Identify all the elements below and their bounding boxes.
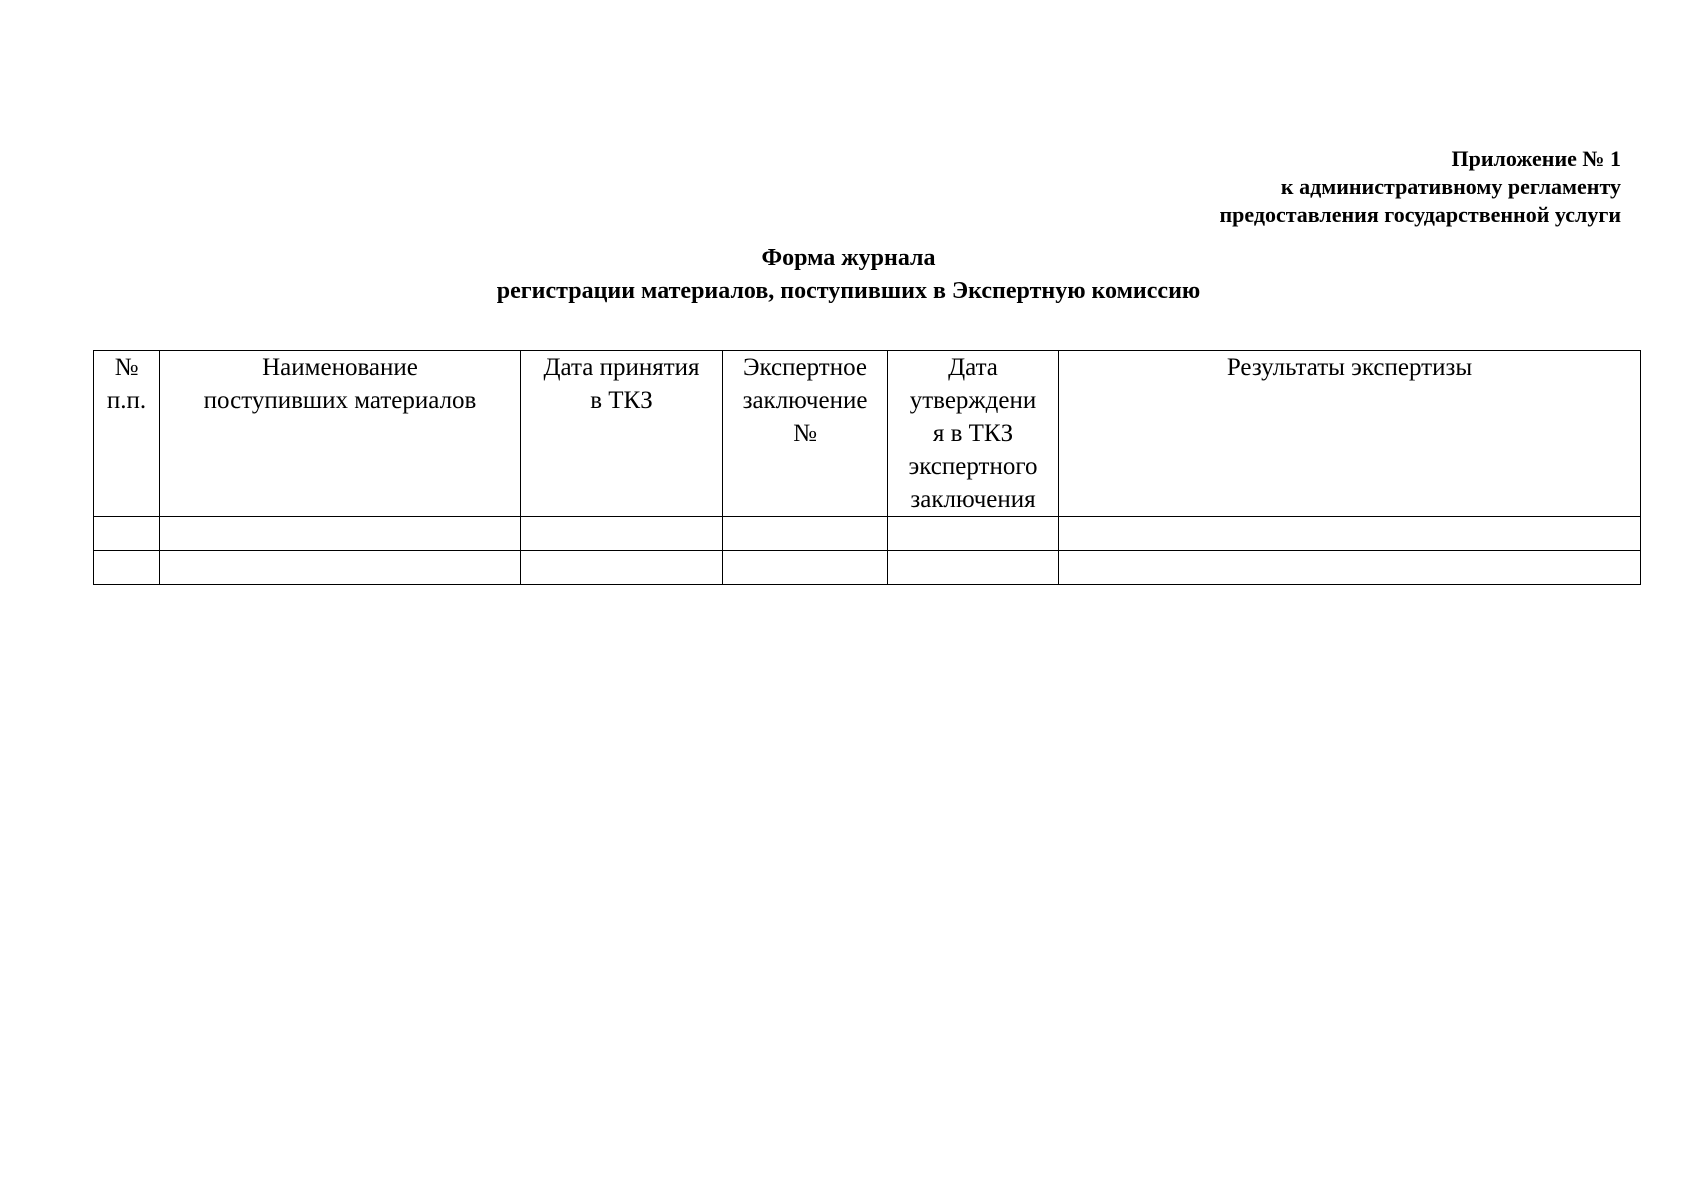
- document-title-line-2: регистрации материалов, поступивших в Экспертную комиссию: [496, 278, 1201, 304]
- table-row: [94, 551, 1641, 585]
- header-number-label: № п.п.: [106, 354, 147, 414]
- header-materials-name-label: Наименование поступивших материалов: [203, 354, 477, 414]
- appendix-reference: к административному регламенту: [1280, 174, 1621, 199]
- table-cell: [160, 517, 521, 551]
- table-cell: [1059, 551, 1641, 585]
- header-number: [94, 351, 160, 517]
- document-title: [0, 242, 1697, 308]
- registration-journal-table: [93, 350, 1641, 585]
- header-approval-date: [888, 351, 1059, 517]
- table-cell: [94, 551, 160, 585]
- table-cell: [1059, 517, 1641, 551]
- table-cell: [521, 551, 723, 585]
- appendix-number: Приложение № 1: [1451, 146, 1621, 171]
- table-cell: [94, 517, 160, 551]
- table-cell: [888, 517, 1059, 551]
- table-cell: [723, 517, 888, 551]
- header-materials-name: [160, 351, 521, 517]
- document-title-line-1: Форма журнала: [761, 245, 936, 271]
- table-cell: [723, 551, 888, 585]
- table-cell: [888, 551, 1059, 585]
- table-header-row: [94, 351, 1641, 517]
- header-acceptance-date-label: Дата принятия в ТКЗ: [543, 354, 700, 414]
- header-expertise-results: [1059, 351, 1641, 517]
- table-cell: [160, 551, 521, 585]
- header-approval-date-label: Дата утверждени я в ТКЗ экспертного заключения: [908, 354, 1038, 513]
- table-cell: [521, 517, 723, 551]
- header-expertise-results-label: Результаты экспертизы: [1226, 354, 1473, 381]
- appendix-header: [1219, 145, 1621, 229]
- header-expert-conclusion-label: Экспертное заключение №: [742, 354, 868, 447]
- appendix-service: предоставления государственной услуги: [1219, 202, 1621, 227]
- header-acceptance-date: [521, 351, 723, 517]
- table-row: [94, 517, 1641, 551]
- header-expert-conclusion: [723, 351, 888, 517]
